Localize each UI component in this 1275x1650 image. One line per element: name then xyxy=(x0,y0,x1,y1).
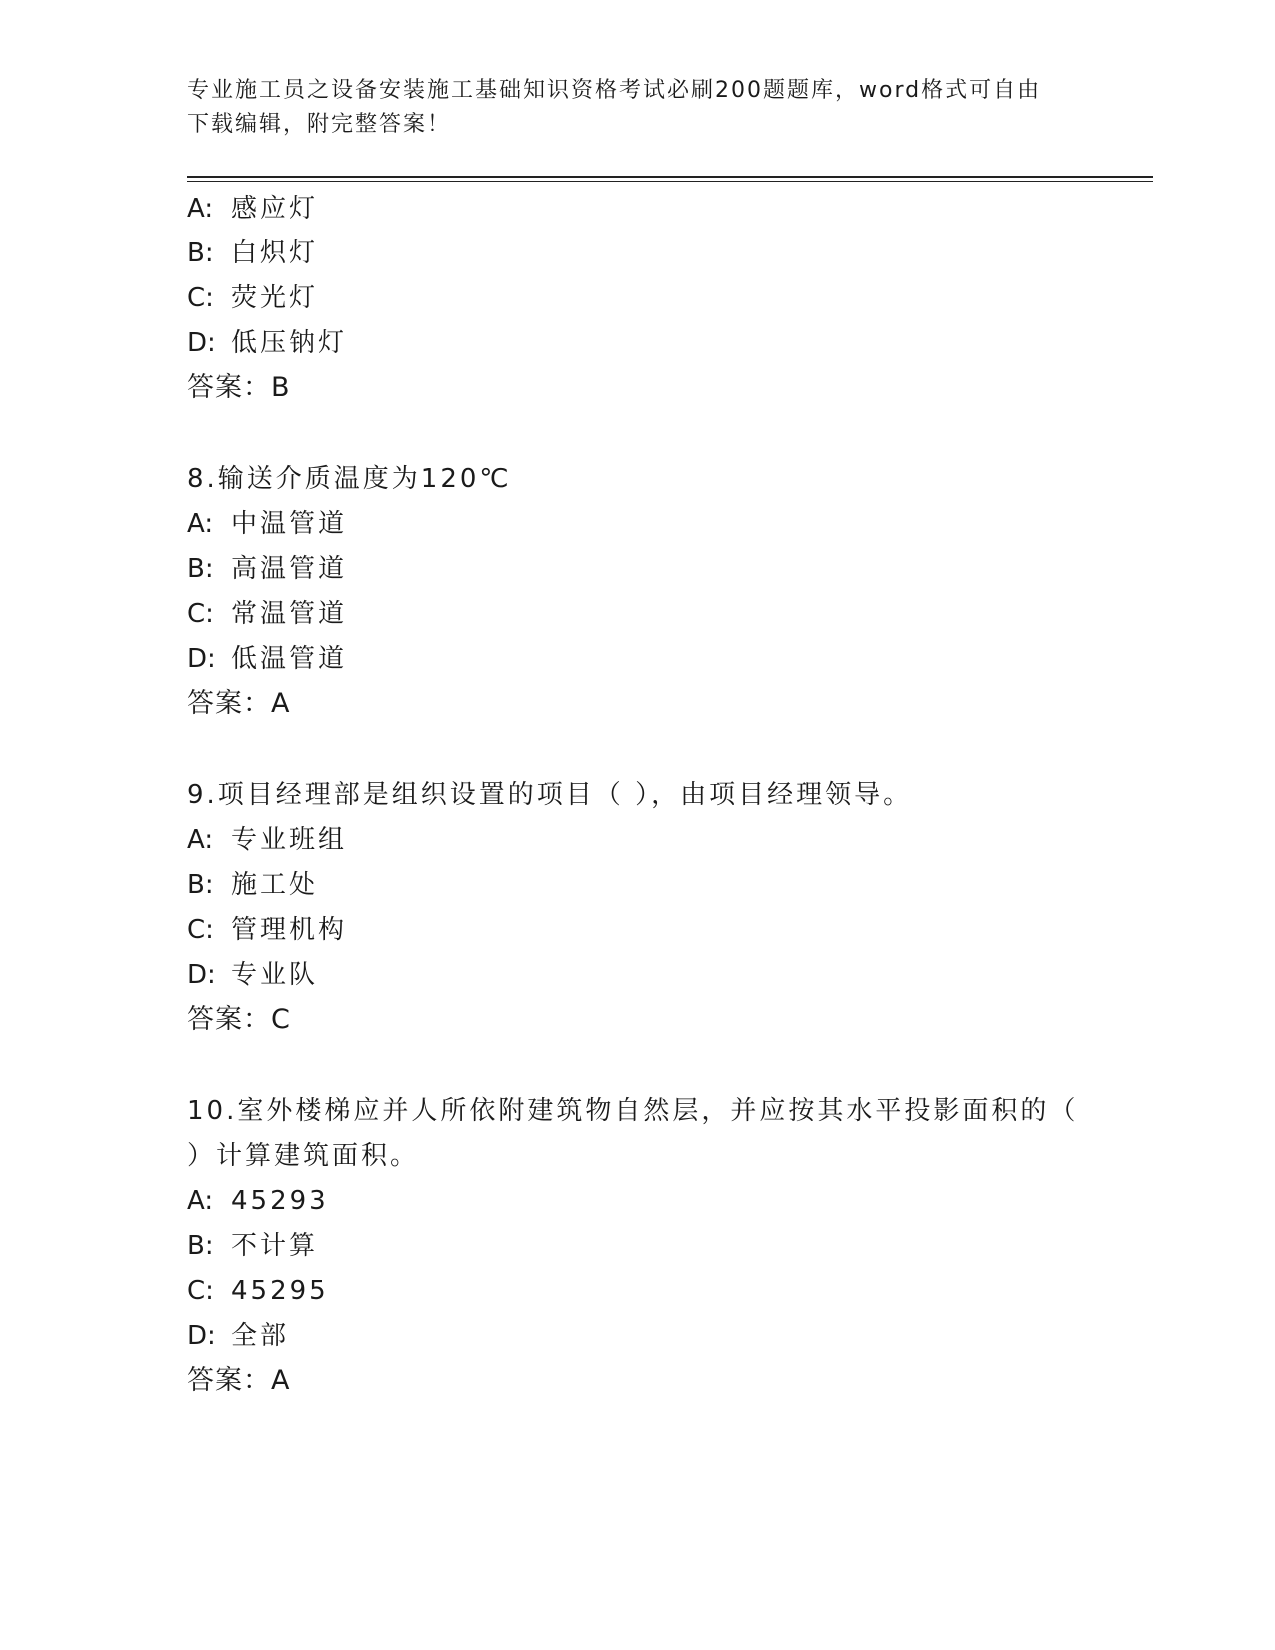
option-label: A: xyxy=(187,509,214,539)
q9-question: 9.项目经理部是组织设置的项目（ ），由项目经理领导。 xyxy=(187,780,913,810)
option-label: A: xyxy=(187,1186,214,1216)
option-text: 常温管道 xyxy=(231,599,348,629)
q8-option-d xyxy=(187,642,347,676)
option-label: C: xyxy=(187,1276,214,1306)
q10-option-c xyxy=(187,1274,329,1308)
q9-option-d xyxy=(187,958,318,992)
option-text: 管理机构 xyxy=(231,915,348,945)
q9-option-a xyxy=(187,823,347,857)
option-label: A: xyxy=(187,825,214,855)
option-text: 专业队 xyxy=(231,960,319,990)
q10-question-line-1: 10.室外楼梯应并人所依附建筑物自然层，并应按其水平投影面积的（ xyxy=(187,1096,1079,1126)
q8-option-b xyxy=(187,552,347,586)
q8-question: 8.输送介质温度为120℃ xyxy=(187,464,512,494)
option-text: 感应灯 xyxy=(231,194,319,224)
header-line-1: 专业施工员之设备安装施工基础知识资格考试必刷200题题库，word格式可自由 xyxy=(187,78,1042,103)
q8-answer: 答案：A xyxy=(187,688,291,719)
option-label: D: xyxy=(187,1321,216,1351)
option-label: B: xyxy=(187,238,214,268)
q8-option-c xyxy=(187,597,347,631)
option-text: 施工处 xyxy=(231,870,319,900)
option-label: D: xyxy=(187,644,216,674)
option-label: D: xyxy=(187,960,216,990)
option-text: 白炽灯 xyxy=(231,238,319,268)
option-label: A: xyxy=(187,194,214,224)
q10-option-d xyxy=(187,1319,289,1353)
option-text: 45295 xyxy=(231,1276,329,1306)
q7-option-b xyxy=(187,236,318,270)
q9-answer: 答案：C xyxy=(187,1004,291,1035)
option-text: 专业班组 xyxy=(231,825,348,855)
option-label: C: xyxy=(187,599,214,629)
option-label: D: xyxy=(187,328,216,358)
header-divider-thick xyxy=(187,176,1153,178)
option-text: 不计算 xyxy=(231,1231,319,1261)
option-label: B: xyxy=(187,870,214,900)
document-header xyxy=(187,74,1087,142)
option-text: 45293 xyxy=(231,1186,329,1216)
option-text: 中温管道 xyxy=(231,509,348,539)
q9-option-b xyxy=(187,868,318,902)
header-line-2: 下载编辑，附完整答案！ xyxy=(187,112,452,137)
q9-option-c xyxy=(187,913,347,947)
q7-option-c xyxy=(187,281,318,315)
q10-option-b xyxy=(187,1229,318,1263)
option-text: 低压钠灯 xyxy=(231,328,348,358)
q7-answer: 答案：B xyxy=(187,372,291,403)
option-text: 荧光灯 xyxy=(231,283,319,313)
option-label: B: xyxy=(187,554,214,584)
option-label: C: xyxy=(187,915,214,945)
option-label: C: xyxy=(187,283,214,313)
header-divider-thin xyxy=(187,181,1153,182)
q10-answer: 答案：A xyxy=(187,1365,291,1396)
q8-option-a xyxy=(187,507,347,541)
q10-option-a xyxy=(187,1184,329,1218)
option-text: 高温管道 xyxy=(231,554,348,584)
q7-option-a xyxy=(187,192,318,226)
option-text: 低温管道 xyxy=(231,644,348,674)
option-label: B: xyxy=(187,1231,214,1261)
q10-question-line-2: ）计算建筑面积。 xyxy=(187,1141,420,1171)
q7-option-d xyxy=(187,326,347,360)
option-text: 全部 xyxy=(231,1321,290,1351)
